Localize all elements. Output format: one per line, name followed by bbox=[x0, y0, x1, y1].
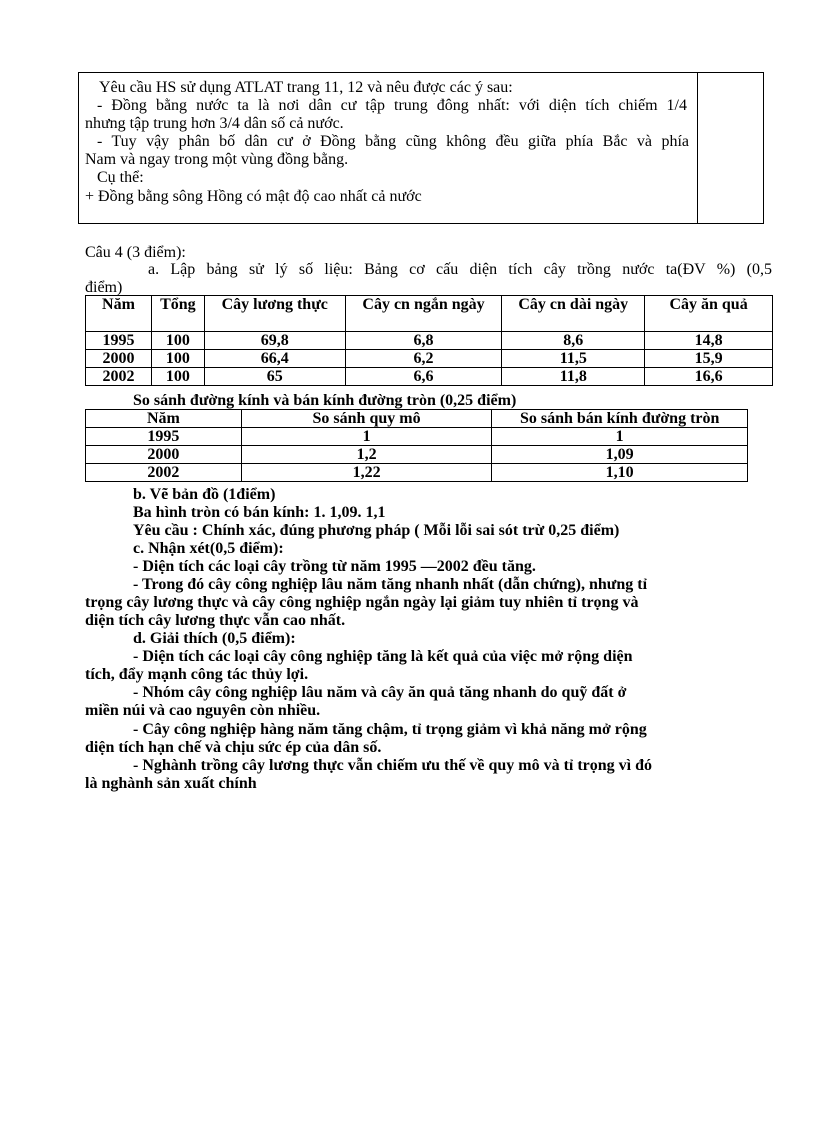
box-divider bbox=[697, 73, 698, 223]
part-a-line-2: điểm) bbox=[85, 279, 123, 296]
table-cell: 65 bbox=[204, 368, 345, 386]
table-row bbox=[86, 446, 748, 464]
part-c-line-2: - Trong đó cây công nghiệp lâu năm tăng nhanh nhất (dẫn chứng), nhưng tỉ bbox=[133, 576, 648, 593]
part-d-line-4: miền núi và cao nguyên còn nhiều. bbox=[85, 702, 321, 719]
part-c-line-3: trọng cây lương thực và cây công nghiệp ngắn ngày lại giảm tuy nhiên tỉ trọng và bbox=[85, 594, 639, 611]
table-header-row bbox=[86, 296, 773, 332]
part-a-line-1: a. Lập bảng sử lý số liệu: Bảng cơ cấu diện tích cây trồng nước ta(ĐV %) (0,5 bbox=[148, 261, 772, 278]
table-cell: 6,2 bbox=[345, 350, 502, 368]
header-cell: Cây ăn quả bbox=[645, 296, 773, 332]
part-d-line-7: - Nghành trồng cây lương thực vẫn chiếm ưu thế về quy mô và tỉ trọng vì đó bbox=[133, 757, 653, 774]
table-cell: 15,9 bbox=[645, 350, 773, 368]
box-line-5: Nam và ngay trong một vùng đồng bằng. bbox=[85, 151, 349, 168]
part-d-title: d. Giải thích (0,5 điểm): bbox=[133, 630, 296, 647]
table-cell: 1,22 bbox=[241, 464, 492, 482]
table-row bbox=[86, 428, 748, 446]
part-b-requirement: Yêu cầu : Chính xác, đúng phương pháp ( Mỗi lỗi sai sót trừ 0,25 điểm) bbox=[133, 522, 620, 539]
table-cell: 1995 bbox=[86, 428, 242, 446]
part-d-line-3: - Nhóm cây công nghiệp lâu năm và cây ăn quả tăng nhanh do quỹ đất ở bbox=[133, 684, 627, 701]
part-d-line-2: tích, đẩy mạnh công tác thủy lợi. bbox=[85, 666, 309, 683]
table-cell: 1 bbox=[492, 428, 748, 446]
table-cell: 11,5 bbox=[502, 350, 645, 368]
table-cell: 16,6 bbox=[645, 368, 773, 386]
table-cell: 66,4 bbox=[204, 350, 345, 368]
header-cell: Cây cn dài ngày bbox=[502, 296, 645, 332]
part-c-line-1: - Diện tích các loại cây trồng từ năm 1995 —2002 đều tăng. bbox=[133, 558, 536, 575]
box-line-1: Yêu cầu HS sử dụng ATLAT trang 11, 12 và nêu được các ý sau: bbox=[99, 79, 513, 96]
table-cell: 2000 bbox=[86, 350, 152, 368]
part-d-line-5: - Cây công nghiệp hàng năm tăng chậm, tỉ trọng giảm vì khả năng mở rộng bbox=[133, 721, 647, 738]
table-row bbox=[86, 332, 773, 350]
table-cell: 11,8 bbox=[502, 368, 645, 386]
part-c-title: c. Nhận xét(0,5 điểm): bbox=[133, 540, 284, 557]
table-cell: 1,2 bbox=[241, 446, 492, 464]
box-line-7: + Đồng bằng sông Hồng có mật độ cao nhất cả nước bbox=[85, 188, 422, 205]
table-cell: 100 bbox=[151, 332, 204, 350]
box-line-4: - Tuy vậy phân bố dân cư ở Đồng bằng cũng không đều giữa phía Bắc và phía bbox=[97, 133, 689, 150]
box-line-2: - Đồng bằng nước ta là nơi dân cư tập trung đông nhất: với diện tích chiếm 1/4 bbox=[97, 97, 687, 114]
table-header-row bbox=[86, 410, 748, 428]
table-cell: 8,6 bbox=[502, 332, 645, 350]
table-cell: 1,10 bbox=[492, 464, 748, 482]
question-title: Câu 4 (3 điểm): bbox=[85, 244, 186, 261]
part-b-radius: Ba hình tròn có bán kính: 1. 1,09. 1,1 bbox=[133, 504, 386, 521]
header-cell: Năm bbox=[86, 410, 242, 428]
header-cell: Cây cn ngắn ngày bbox=[345, 296, 502, 332]
table-cell: 69,8 bbox=[204, 332, 345, 350]
table-cell: 6,6 bbox=[345, 368, 502, 386]
compare-title: So sánh đường kính và bán kính đường tròn (0,25 điểm) bbox=[133, 392, 517, 409]
box-line-6: Cụ thể: bbox=[97, 169, 144, 186]
header-cell: So sánh bán kính đường tròn bbox=[492, 410, 748, 428]
table-cell: 1,09 bbox=[492, 446, 748, 464]
header-cell: Năm bbox=[86, 296, 152, 332]
table-cell: 100 bbox=[151, 350, 204, 368]
table-cell: 14,8 bbox=[645, 332, 773, 350]
table-cell: 100 bbox=[151, 368, 204, 386]
header-cell: Cây lương thực bbox=[204, 296, 345, 332]
table-cell: 2000 bbox=[86, 446, 242, 464]
part-c-line-4: diện tích cây lương thực vẫn cao nhất. bbox=[85, 612, 346, 629]
table-row bbox=[86, 368, 773, 386]
header-cell: Tổng bbox=[151, 296, 204, 332]
part-b-title: b. Vẽ bản đồ (1điểm) bbox=[133, 486, 276, 503]
part-d-line-1: - Diện tích các loại cây công nghiệp tăng là kết quả của việc mở rộng diện bbox=[133, 648, 633, 665]
table-cell: 6,8 bbox=[345, 332, 502, 350]
header-cell: So sánh quy mô bbox=[241, 410, 492, 428]
table-row bbox=[86, 350, 773, 368]
part-d-line-8: là nghành sản xuất chính bbox=[85, 775, 257, 792]
table-cell: 1995 bbox=[86, 332, 152, 350]
table-cell: 1 bbox=[241, 428, 492, 446]
box-line-3: nhưng tập trung hơn 3/4 dân số cả nước. bbox=[85, 115, 344, 132]
table-cell: 2002 bbox=[86, 464, 242, 482]
table-cell: 2002 bbox=[86, 368, 152, 386]
part-d-line-6: diện tích hạn chế và chịu sức ép của dân số. bbox=[85, 739, 382, 756]
answer-box bbox=[78, 72, 764, 224]
comparison-table bbox=[85, 409, 748, 482]
crop-structure-table bbox=[85, 295, 773, 386]
table-row bbox=[86, 464, 748, 482]
